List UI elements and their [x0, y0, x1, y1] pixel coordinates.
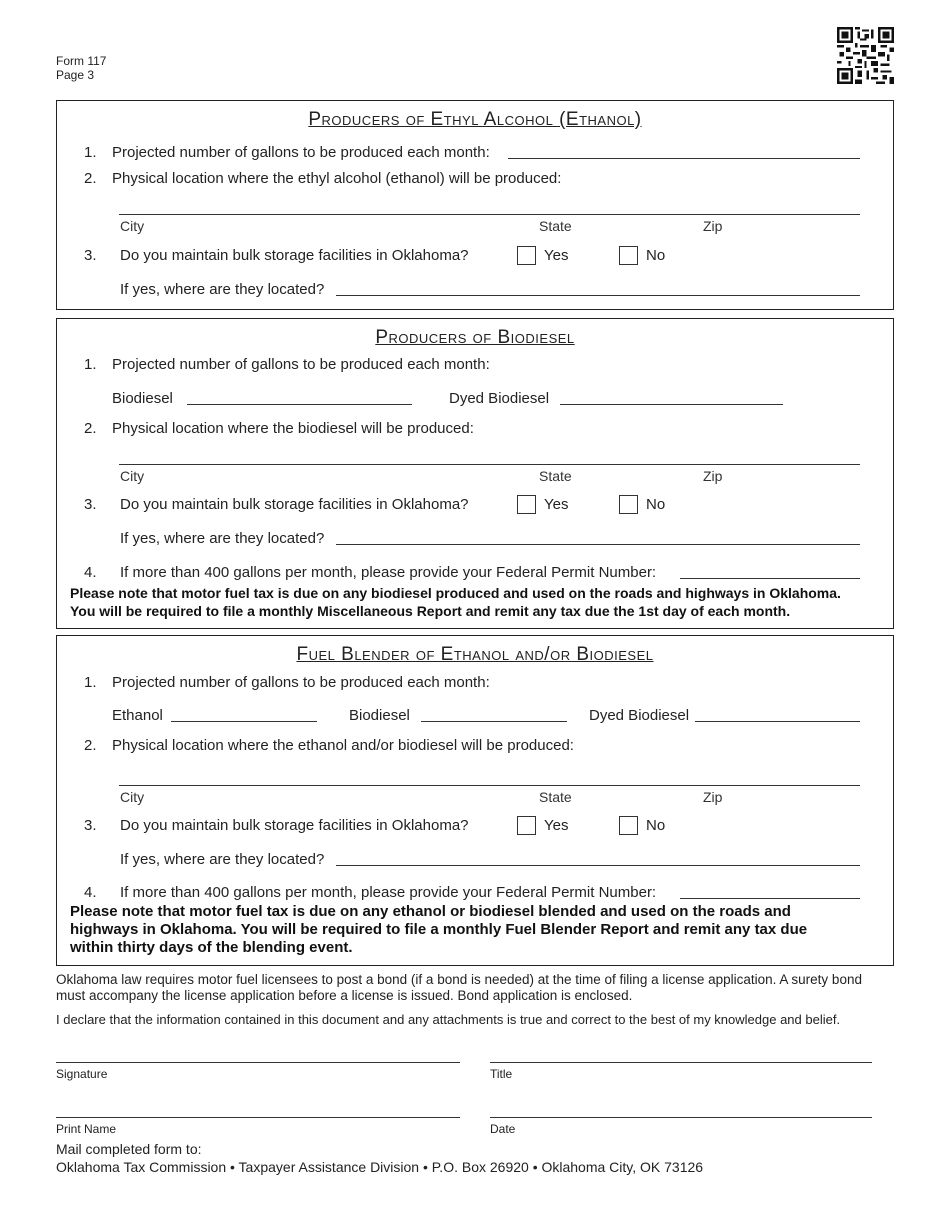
question-label: Do you maintain bulk storage facilities in Oklahoma? [120, 817, 469, 834]
yes-label: Yes [544, 817, 569, 834]
bond-notice [56, 972, 898, 1004]
biodiesel-label: Biodiesel [349, 707, 410, 724]
question-number: 2. [84, 737, 97, 754]
section-title: Producers of Biodiesel [375, 327, 575, 348]
question-label: Do you maintain bulk storage facilities in Oklahoma? [120, 496, 469, 513]
notice-line: highways in Oklahoma. You will be required to file a monthly Fuel Blender Report and remit any tax due [70, 921, 808, 938]
state-label: State [539, 218, 572, 234]
zip-label: Zip [703, 218, 723, 234]
location-field[interactable] [119, 785, 860, 786]
mail-label: Mail completed form to: [56, 1141, 202, 1157]
question-number: 1. [84, 674, 97, 691]
dyed-biodiesel-field[interactable] [695, 721, 860, 722]
question-number: 3. [84, 817, 97, 834]
yes-label: Yes [544, 247, 569, 264]
no-label: No [646, 247, 666, 264]
state-label: State [539, 468, 572, 484]
qr-code-icon [837, 27, 894, 84]
question-label: Projected number of gallons to be produced each month: [112, 356, 490, 373]
page-number: Page 3 [56, 68, 95, 82]
location-field[interactable] [119, 214, 860, 215]
section-title: Fuel Blender of Ethanol and/or Biodiesel [296, 644, 654, 665]
notice-line: Please note that motor fuel tax is due on any ethanol or biodiesel blended and used on the roads and [70, 903, 791, 920]
bond-line: Oklahoma law requires motor fuel licensees to post a bond (if a bond is needed) at the time of filing a license application. A surety bond [56, 972, 862, 987]
no-checkbox[interactable] [619, 495, 638, 514]
question-number: 1. [84, 144, 97, 161]
title-label: Title [490, 1067, 513, 1081]
state-label: State [539, 789, 572, 805]
question-label: Projected number of gallons to be produced each month: [112, 144, 490, 161]
notice-line: within thirty days of the blending event. [70, 939, 353, 956]
federal-permit-field[interactable] [680, 578, 860, 579]
no-checkbox[interactable] [619, 816, 638, 835]
storage-location-field[interactable] [336, 295, 860, 296]
gallons-field[interactable] [508, 158, 860, 159]
dyed-biodiesel-label: Dyed Biodiesel [449, 390, 550, 407]
city-label: City [120, 218, 145, 234]
date-field[interactable] [490, 1117, 872, 1118]
yes-label: Yes [544, 496, 569, 513]
bond-line: must accompany the license application before a license is issued. Bond application is enclosed. [56, 988, 633, 1003]
question-label: Do you maintain bulk storage facilities in Oklahoma? [120, 247, 469, 264]
dyed-biodiesel-label: Dyed Biodiesel [589, 707, 690, 724]
dyed-biodiesel-field[interactable] [560, 404, 783, 405]
section-title: Producers of Ethyl Alcohol (Ethanol) [308, 109, 642, 130]
question-label: Projected number of gallons to be produced each month: [112, 674, 490, 691]
signature-label: Signature [56, 1067, 108, 1081]
no-checkbox[interactable] [619, 246, 638, 265]
question-number: 3. [84, 496, 97, 513]
ethanol-label: Ethanol [112, 707, 163, 724]
zip-label: Zip [703, 468, 723, 484]
form-number: Form 117 [56, 54, 107, 68]
biodiesel-label: Biodiesel [112, 390, 173, 407]
question-label: If more than 400 gallons per month, please provide your Federal Permit Number: [120, 884, 657, 901]
tax-notice [70, 585, 888, 620]
location-field[interactable] [119, 464, 860, 465]
biodiesel-gallons-field[interactable] [421, 721, 567, 722]
federal-permit-field[interactable] [680, 898, 860, 899]
mail-address: Oklahoma Tax Commission • Taxpayer Assistance Division • P.O. Box 26920 • Oklahoma City, OK 73126 [56, 1159, 704, 1175]
date-label: Date [490, 1122, 516, 1136]
notice-line: You will be required to file a monthly Miscellaneous Report and remit any tax due the 1st day of each month. [70, 602, 791, 619]
yes-checkbox[interactable] [517, 816, 536, 835]
question-label: Physical location where the ethyl alcohol (ethanol) will be produced: [112, 170, 562, 187]
print-name-label: Print Name [56, 1122, 117, 1136]
question-number: 1. [84, 356, 97, 373]
tax-notice [70, 903, 888, 957]
no-label: No [646, 496, 666, 513]
print-name-field[interactable] [56, 1117, 460, 1118]
title-field[interactable] [490, 1062, 872, 1063]
city-label: City [120, 789, 145, 805]
storage-location-label: If yes, where are they located? [120, 851, 325, 868]
question-number: 2. [84, 420, 97, 437]
city-label: City [120, 468, 145, 484]
question-label: Physical location where the biodiesel will be produced: [112, 420, 474, 437]
storage-location-label: If yes, where are they located? [120, 530, 325, 547]
storage-location-label: If yes, where are they located? [120, 281, 325, 298]
notice-line: Please note that motor fuel tax is due on any biodiesel produced and used on the roads and highways in Oklahoma. [70, 585, 841, 601]
storage-location-field[interactable] [336, 865, 860, 866]
question-number: 4. [84, 884, 97, 901]
biodiesel-gallons-field[interactable] [187, 404, 412, 405]
question-number: 4. [84, 564, 97, 581]
ethanol-section [56, 100, 894, 310]
question-label: Physical location where the ethanol and/or biodiesel will be produced: [112, 737, 574, 754]
zip-label: Zip [703, 789, 723, 805]
yes-checkbox[interactable] [517, 246, 536, 265]
question-number: 3. [84, 247, 97, 264]
question-label: If more than 400 gallons per month, please provide your Federal Permit Number: [120, 564, 657, 581]
question-number: 2. [84, 170, 97, 187]
yes-checkbox[interactable] [517, 495, 536, 514]
storage-location-field[interactable] [336, 544, 860, 545]
signature-field[interactable] [56, 1062, 460, 1063]
declaration: I declare that the information contained in this document and any attachments is true and correct to the best of my knowledge and belief. [56, 1012, 841, 1027]
no-label: No [646, 817, 666, 834]
ethanol-gallons-field[interactable] [171, 721, 317, 722]
